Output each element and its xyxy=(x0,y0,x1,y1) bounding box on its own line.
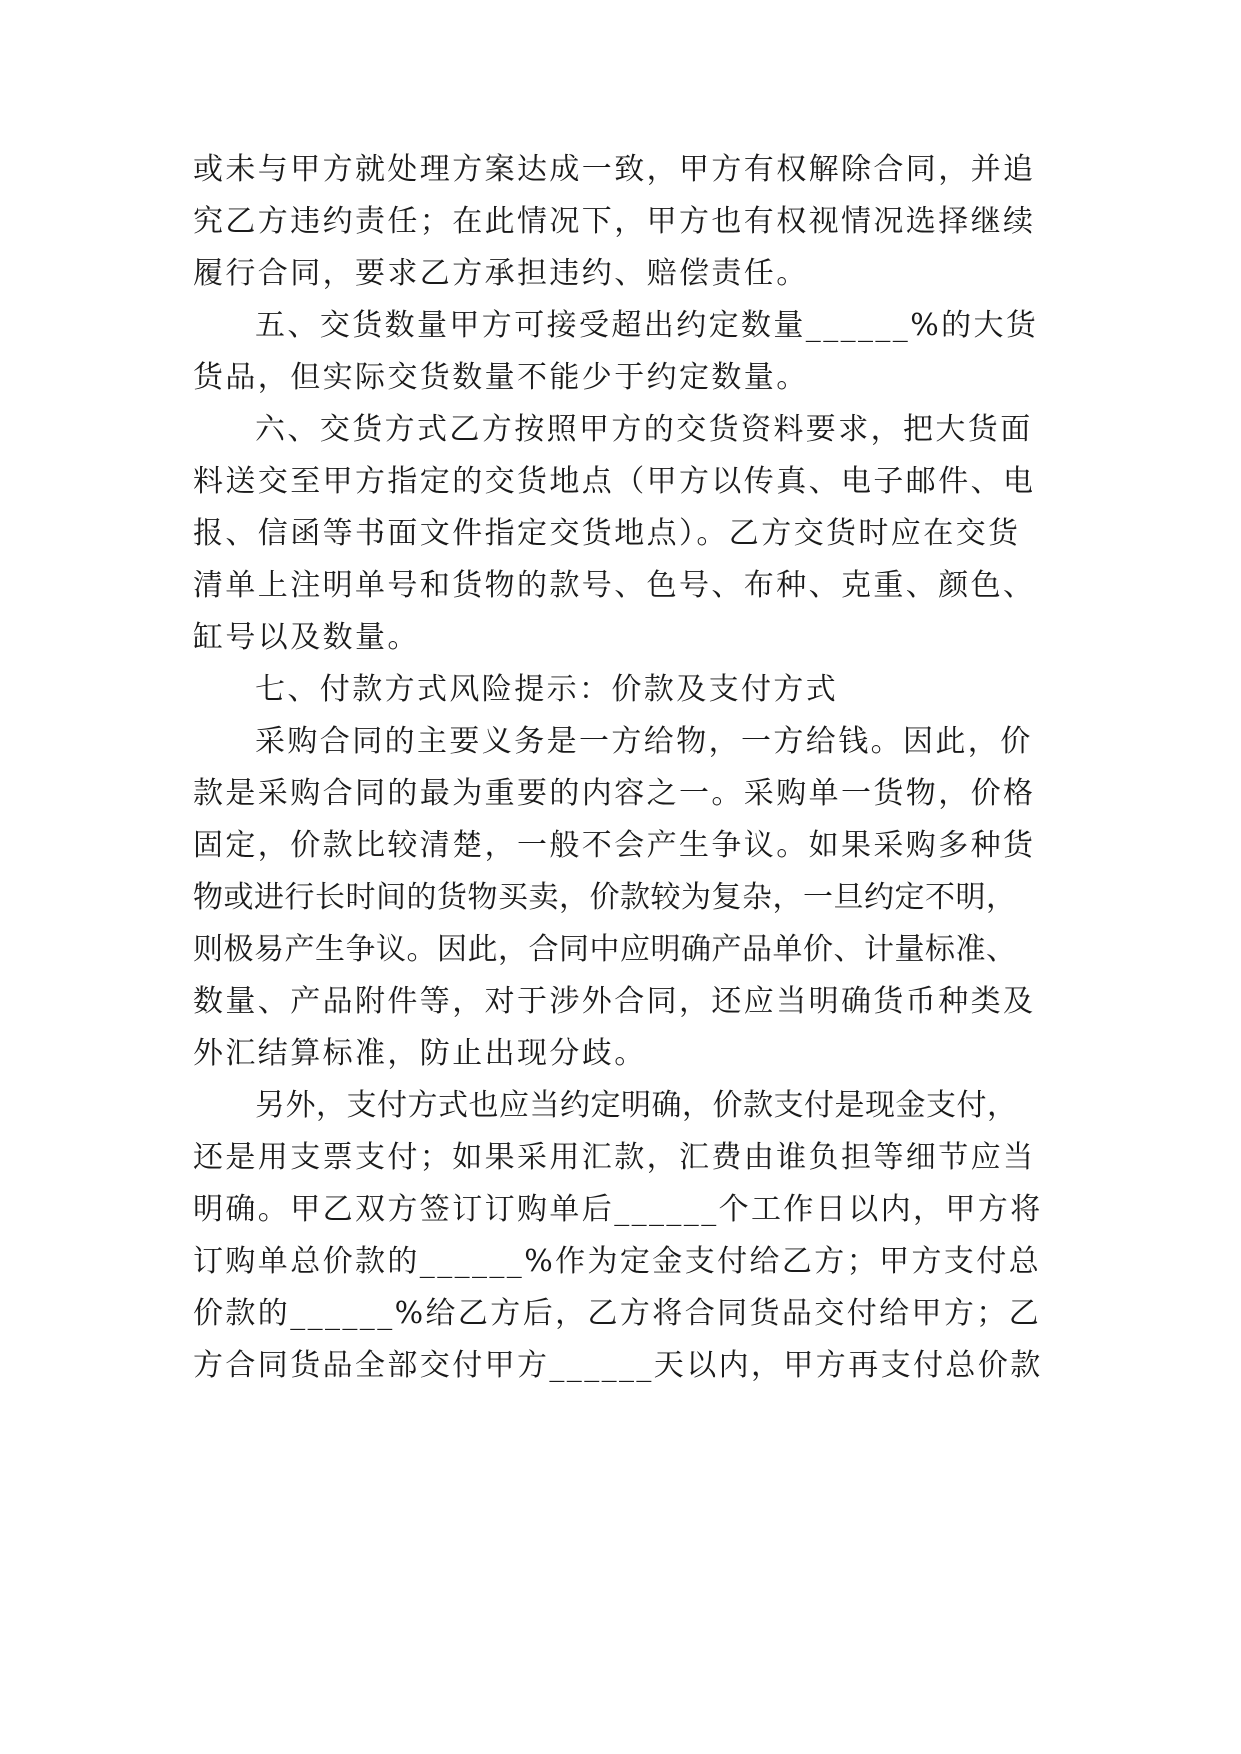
paragraph-start: 采购合同的主要义务是一方给物，一方给钱。因此，价 xyxy=(255,724,1033,759)
text-line: 货品，但实际交货数量不能少于约定数量。 xyxy=(193,360,809,395)
text-line: 款是采购合同的最为重要的内容之一。采购单一货物，价格 xyxy=(193,776,1036,811)
section-heading-5: 五、交货数量甲方可接受超出约定数量______%的大货 xyxy=(255,308,1039,343)
text-line: 外汇结算标准，防止出现分歧。 xyxy=(193,1036,647,1071)
text-line: 清单上注明单号和货物的款号、色号、布种、克重、颜色、 xyxy=(193,568,1036,603)
text-line: 报、信函等书面文件指定交货地点）。乙方交货时应在交货 xyxy=(193,516,1021,551)
text-line: 履行合同，要求乙方承担违约、赔偿责任。 xyxy=(193,256,809,291)
text-line: 订购单总价款的______%作为定金支付给乙方；甲方支付总 xyxy=(193,1244,1042,1279)
text-line: 方合同货品全部交付甲方______天以内，甲方再支付总价款 xyxy=(193,1348,1043,1383)
text-line: 还是用支票支付；如果采用汇款，汇费由谁负担等细节应当 xyxy=(193,1140,1036,1175)
text-line: 数量、产品附件等，对于涉外合同，还应当明确货币种类及 xyxy=(193,984,1036,1019)
text-line: 物或进行长时间的货物买卖，价款较为复杂，一旦约定不明， xyxy=(193,880,1017,915)
text-line: 或未与甲方就处理方案达成一致，甲方有权解除合同，并追 xyxy=(193,152,1036,187)
text-line: 究乙方违约责任；在此情况下，甲方也有权视情况选择继续 xyxy=(193,204,1036,239)
text-line: 固定，价款比较清楚，一般不会产生争议。如果采购多种货 xyxy=(193,828,1036,863)
section-heading-7: 七、付款方式风险提示：价款及支付方式 xyxy=(255,672,839,707)
text-line: 料送交至甲方指定的交货地点（甲方以传真、电子邮件、电 xyxy=(193,464,1036,499)
section-heading-6: 六、交货方式乙方按照甲方的交货资料要求，把大货面 xyxy=(255,412,1033,447)
paragraph-start: 另外，支付方式也应当约定明确，价款支付是现金支付， xyxy=(255,1088,1018,1123)
text-line: 价款的______%给乙方后，乙方将合同货品交付给甲方；乙 xyxy=(193,1296,1042,1331)
text-line: 则极易产生争议。因此，合同中应明确产品单价、计量标准、 xyxy=(193,932,1017,967)
text-line: 缸号以及数量。 xyxy=(193,620,420,655)
text-line: 明确。甲乙双方签订订购单后______个工作日以内，甲方将 xyxy=(193,1192,1043,1227)
